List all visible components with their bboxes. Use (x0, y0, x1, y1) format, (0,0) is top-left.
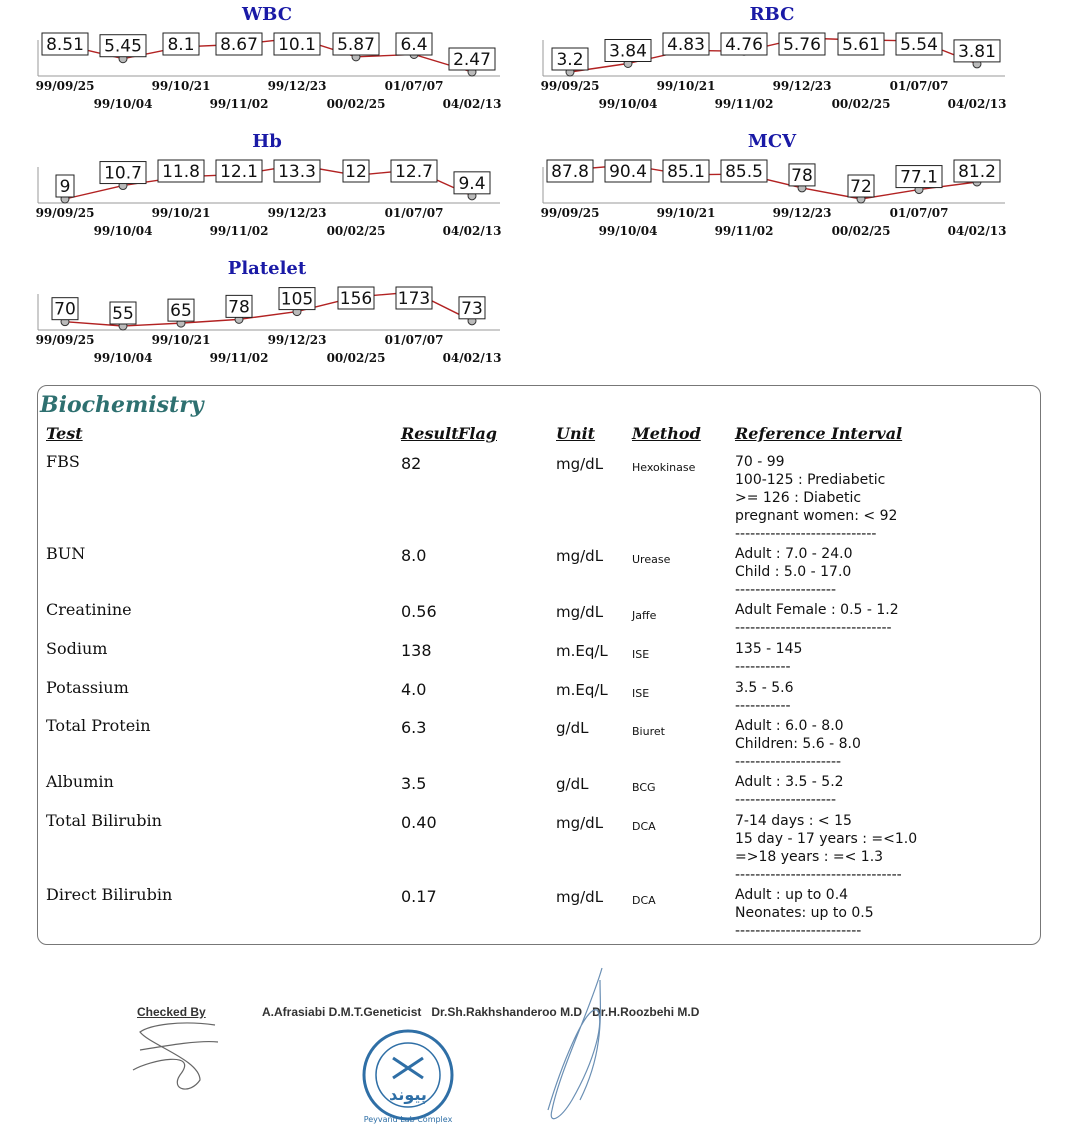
x-tick-label: 99/12/23 (267, 79, 327, 93)
data-label: 10.7 (104, 163, 142, 184)
method: ISE (632, 648, 650, 661)
method: DCA (632, 894, 656, 907)
data-label: 85.5 (725, 162, 763, 182)
x-tick-label: 99/10/21 (151, 79, 211, 93)
data-label: 78 (791, 165, 813, 186)
result-value: 6.3 (401, 718, 427, 737)
data-label: 3.81 (958, 41, 996, 62)
reference-interval: Adult : 7.0 - 24.0 Child : 5.0 - 17.0 -------------------- (735, 546, 853, 598)
x-tick-label: 04/02/13 (442, 351, 502, 365)
data-label: 81.2 (958, 162, 996, 182)
handwritten-signature-right (548, 968, 602, 1119)
method: BCG (632, 781, 656, 794)
handwritten-signature-left (133, 1023, 218, 1089)
data-label: 8.1 (167, 35, 195, 55)
data-label: 8.51 (46, 35, 84, 55)
result-value: 0.40 (401, 813, 437, 832)
svg-text:پیوند: پیوند (389, 1085, 427, 1104)
reference-interval: Adult : 6.0 - 8.0 Children: 5.6 - 8.0 --------------------- (735, 718, 861, 770)
chart-title: Hb (252, 131, 282, 152)
test-name: Total Bilirubin (46, 811, 162, 830)
data-label: 11.8 (162, 162, 200, 182)
checked-by-label: Checked By (137, 1005, 206, 1019)
chart-title: RBC (749, 4, 795, 25)
signatory-names: A.Afrasiabi D.M.T.Geneticist Dr.Sh.Rakhshanderoo M.D Dr.H.Roozbehi M.D (262, 1005, 700, 1019)
data-label: 65 (170, 301, 192, 322)
biochemistry-title: Biochemistry (40, 392, 204, 418)
chart-platelet (36, 258, 502, 365)
header-reference: Reference Interval (735, 424, 903, 443)
data-label: 12 (345, 162, 367, 182)
x-tick-label: 99/10/21 (151, 206, 211, 220)
data-label: 73 (461, 298, 483, 319)
x-tick-label: 99/10/21 (656, 206, 716, 220)
chart-mcv (541, 131, 1007, 238)
x-tick-label: 00/02/25 (326, 351, 386, 365)
chart-wbc (36, 4, 502, 111)
data-label: 5.54 (900, 35, 938, 55)
header-result: Result (401, 424, 459, 443)
x-tick-label: 99/09/25 (540, 206, 600, 220)
data-label: 2.47 (453, 50, 491, 70)
result-value: 8.0 (401, 546, 427, 565)
data-label: 78 (228, 297, 250, 318)
reference-interval: 7-14 days : < 15 15 day - 17 years : =<1.0 =>18 years : =< 1.3 --------------------------------- (735, 813, 918, 883)
x-tick-label: 01/07/07 (384, 79, 444, 93)
data-label: 9 (59, 177, 71, 197)
x-tick-label: 99/09/25 (35, 333, 95, 347)
data-label: 6.4 (400, 35, 428, 55)
data-label: 9.4 (458, 173, 486, 194)
x-tick-label: 01/07/07 (889, 206, 949, 220)
data-label: 77.1 (900, 167, 938, 188)
x-tick-label: 99/10/21 (151, 333, 211, 347)
data-label: 5.87 (337, 35, 375, 55)
data-label: 87.8 (551, 162, 589, 182)
x-tick-label: 00/02/25 (831, 224, 891, 238)
data-label: 173 (397, 289, 431, 309)
chart-title: MCV (747, 131, 797, 152)
x-tick-label: 00/02/25 (831, 97, 891, 111)
result-value: 82 (401, 454, 422, 473)
x-tick-label: 99/10/21 (656, 79, 716, 93)
data-label: 156 (339, 289, 373, 309)
reference-interval: 135 - 145 ----------- (735, 641, 803, 675)
result-value: 3.5 (401, 774, 427, 793)
reference-interval: 3.5 - 5.6 ----------- (735, 680, 794, 714)
x-tick-label: 99/10/04 (598, 224, 658, 238)
result-value: 0.56 (401, 602, 437, 621)
header-unit: Unit (556, 424, 596, 443)
x-tick-label: 01/07/07 (384, 333, 444, 347)
data-label: 55 (112, 304, 134, 324)
unit: g/dL (556, 775, 589, 793)
x-tick-label: 04/02/13 (947, 97, 1007, 111)
data-label: 3.2 (556, 50, 584, 70)
data-label: 4.76 (725, 35, 763, 55)
header-method: Method (632, 424, 701, 443)
method: ISE (632, 687, 650, 700)
unit: mg/dL (556, 455, 604, 473)
result-value: 138 (401, 641, 432, 660)
unit: mg/dL (556, 814, 604, 832)
data-label: 85.1 (667, 162, 705, 182)
chart-hb (36, 131, 502, 238)
method: Urease (632, 553, 671, 566)
method: Hexokinase (632, 461, 696, 474)
chart-rbc (541, 4, 1007, 111)
signatures-and-stamp (0, 950, 1080, 1134)
x-tick-label: 99/10/04 (598, 97, 658, 111)
chart-title: WBC (241, 4, 293, 25)
unit: mg/dL (556, 547, 604, 565)
test-name: Potassium (46, 678, 129, 697)
method: Jaffe (632, 609, 657, 622)
unit: mg/dL (556, 603, 604, 621)
data-label: 5.61 (842, 35, 880, 55)
x-tick-label: 01/07/07 (384, 206, 444, 220)
lab-stamp (364, 1031, 453, 1124)
x-tick-label: 04/02/13 (442, 224, 502, 238)
chart-title: Platelet (227, 258, 307, 279)
result-value: 0.17 (401, 887, 437, 906)
data-label: 105 (280, 289, 314, 310)
unit: g/dL (556, 719, 589, 737)
x-tick-label: 00/02/25 (326, 97, 386, 111)
x-tick-label: 99/10/04 (93, 351, 153, 365)
test-name: Sodium (46, 639, 108, 658)
x-tick-label: 99/10/04 (93, 97, 153, 111)
test-name: BUN (46, 544, 86, 563)
x-tick-label: 99/11/02 (209, 97, 269, 111)
unit: mg/dL (556, 888, 604, 906)
method: DCA (632, 820, 656, 833)
x-tick-label: 99/09/25 (35, 206, 95, 220)
test-name: Albumin (46, 772, 114, 791)
test-name: Creatinine (46, 600, 132, 619)
data-label: 72 (850, 177, 872, 197)
x-tick-label: 99/12/23 (772, 79, 832, 93)
x-tick-label: 99/11/02 (714, 97, 774, 111)
x-tick-label: 00/02/25 (326, 224, 386, 238)
data-label: 8.67 (220, 35, 258, 55)
data-label: 4.83 (667, 35, 705, 55)
x-tick-label: 99/11/02 (714, 224, 774, 238)
result-value: 4.0 (401, 680, 427, 699)
test-name: Direct Bilirubin (46, 885, 173, 904)
x-tick-label: 01/07/07 (889, 79, 949, 93)
x-tick-label: 99/09/25 (540, 79, 600, 93)
header-test: Test (46, 424, 83, 443)
test-name: Total Protein (46, 716, 151, 735)
unit: m.Eq/L (556, 681, 608, 699)
x-tick-label: 99/12/23 (267, 333, 327, 347)
reference-interval: Adult : up to 0.4 Neonates: up to 0.5 ------------------------- (735, 887, 874, 939)
data-label: 10.1 (278, 35, 316, 55)
x-tick-label: 99/09/25 (35, 79, 95, 93)
data-label: 12.1 (220, 162, 258, 182)
unit: m.Eq/L (556, 642, 608, 660)
x-tick-label: 99/12/23 (772, 206, 832, 220)
data-label: 12.7 (395, 162, 433, 182)
data-label: 3.84 (609, 41, 647, 62)
trend-charts (0, 0, 1080, 380)
x-tick-label: 99/12/23 (267, 206, 327, 220)
data-label: 70 (54, 299, 76, 320)
svg-text:Peyvand Lab Complex: Peyvand Lab Complex (363, 1115, 453, 1124)
data-label: 5.45 (104, 36, 142, 57)
reference-interval: Adult Female : 0.5 - 1.2 ------------------------------- (735, 602, 899, 636)
x-tick-label: 04/02/13 (947, 224, 1007, 238)
x-tick-label: 99/11/02 (209, 351, 269, 365)
x-tick-label: 99/10/04 (93, 224, 153, 238)
data-label: 90.4 (609, 162, 647, 182)
method: Biuret (632, 725, 665, 738)
reference-interval: 70 - 99 100-125 : Prediabetic >= 126 : Diabetic pregnant women: < 92 ---------------------------- (735, 454, 898, 542)
reference-interval: Adult : 3.5 - 5.2 -------------------- (735, 774, 844, 808)
x-tick-label: 99/11/02 (209, 224, 269, 238)
data-label: 5.76 (783, 35, 821, 55)
header-flag: Flag (458, 424, 497, 443)
data-label: 13.3 (278, 162, 316, 182)
x-tick-label: 04/02/13 (442, 97, 502, 111)
test-name: FBS (46, 452, 80, 471)
